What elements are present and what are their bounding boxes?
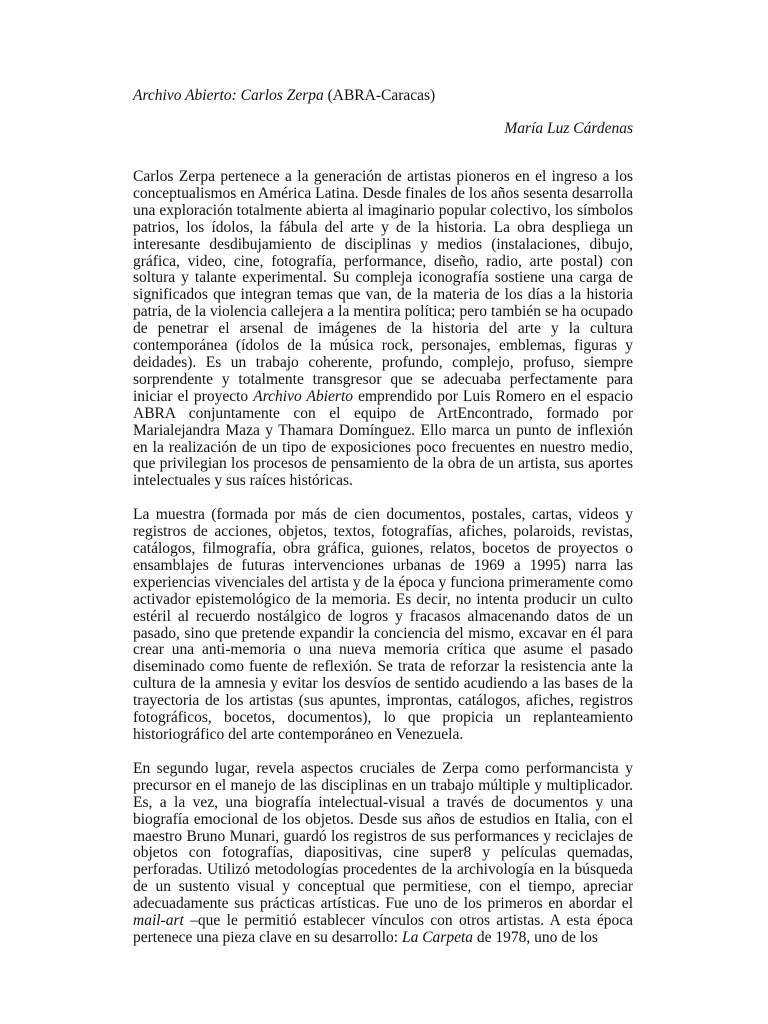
paragraph-1 <box>133 169 633 490</box>
document-title <box>133 86 633 106</box>
author-name: María Luz Cárdenas <box>504 120 633 137</box>
paragraph-1-text-c: emprendido por Luis Romero en el espacio ABRA conjuntamente con el equipo de ArtEncontrado, formado por Marialejandra Maza y Thamara Domínguez. Ello marca un punto de inflexión en la realización de un tipo de exposiciones poco frecuentes en nuestro medio, que privilegian los procesos de pensamiento de la obra de un artista, sus aportes intelectuales y sus raíces históricas. <box>133 387 634 490</box>
paragraph-2: La muestra (formada por más de cien documentos, postales, cartas, videos y registros de acciones, objetos, textos, fotografías, afiches, polaroids, revistas, catálogos, filmografía, obra gráfica, guiones, relatos, bocetos de proyectos o ensamblajes de futuras intervenciones urbanas de 1969 a 1995) narra las experiencias vivenciales del artista y de la época y funciona primeramente como activador epistemológico de la memoria. Es decir, no intenta producir un culto estéril al recuerdo nostálgico de logros y fracasos almacenando datos de un pasado, sino que pretende expandir la conciencia del mismo, excavar en él para crear una anti-memoria o una nueva memoria crítica que asume el pasado diseminado como fuente de reflexión. Se trata de reforzar la resistencia ante la cultura de la amnesia y evitar los desvíos de sentido acudiendo a las bases de la trayectoria de los artistas (sus apuntes, improntas, catálogos, afiches, registros fotográficos, bocetos, documentos), lo que propicia un replanteamiento historiográfico del arte contemporáneo en Venezuela. <box>133 506 633 743</box>
paragraph-3-italic-la-carpeta: La Carpeta <box>401 928 474 946</box>
paragraph-1-text-a: Carlos Zerpa pertenece a la generación de artistas pioneros en el ingreso a los conceptualismos en América Latina. Desde finales de los años sesenta desarrolla una exploración totalmente abierta al imaginario popular colectivo, los símbolos patrios, los ídolos, la fábula del arte y de la historia. La obra despliega un interesante desdibujamiento de disciplinas y medios (instalaciones, dibujo, gráfica, video, cine, fotografía, performance, diseño, radio, arte postal) con soltura y talante experimental. Su compleja iconografía sostiene una carga de significados que integran temas que van, de la materia de los días a la historia patria, de la violencia callejera a la mentira política; pero también se ha ocupado de penetrar el arsenal de imágenes de la historia del arte y la cultura contemporánea (ídolos de la música rock, personajes, emblemas, figuras y deidades). Es un trabajo coherente, profundo, complejo, profuso, siempre sorprendente y totalmente transgresor que se adecuaba perfectamente para iniciar el proyecto <box>133 168 633 405</box>
paragraph-3 <box>133 761 633 947</box>
paragraph-3-text-e: de 1978, uno de los <box>473 928 598 946</box>
paragraph-3-italic-mail-art: mail-art <box>133 912 184 930</box>
paragraph-1-italic: Archivo Abierto <box>253 387 354 405</box>
title-italic: Archivo Abierto: Carlos Zerpa <box>133 87 324 104</box>
title-rest: (ABRA-Caracas) <box>323 87 436 104</box>
paragraph-3-text-a: En segundo lugar, revela aspectos cruciales de Zerpa como performancista y precursor en el manejo de las disciplinas en un trabajo múltiple y multiplicador. Es, a la vez, una biografía intelectual-visual a través de documentos y una biografía emocional de los objetos. Desde sus años de estudios en Italia, con el maestro Bruno Munari, guardó los registros de sus performances y reciclajes de objetos con fotografías, diapositivas, cine super8 y películas quemadas, perforadas. Utilizó metodologías procedentes de la archivología en la búsqueda de un sustento visual y conceptual que permitiese, con el tiempo, apreciar adecuadamente sus prácticas artísticas. Fue uno de los primeros en abordar el <box>133 759 633 913</box>
paragraph-3-text-c: –que le permitió establecer vínculos con otros artistas. A esta época pertenece una pieza clave en su desarrollo: <box>133 912 633 946</box>
